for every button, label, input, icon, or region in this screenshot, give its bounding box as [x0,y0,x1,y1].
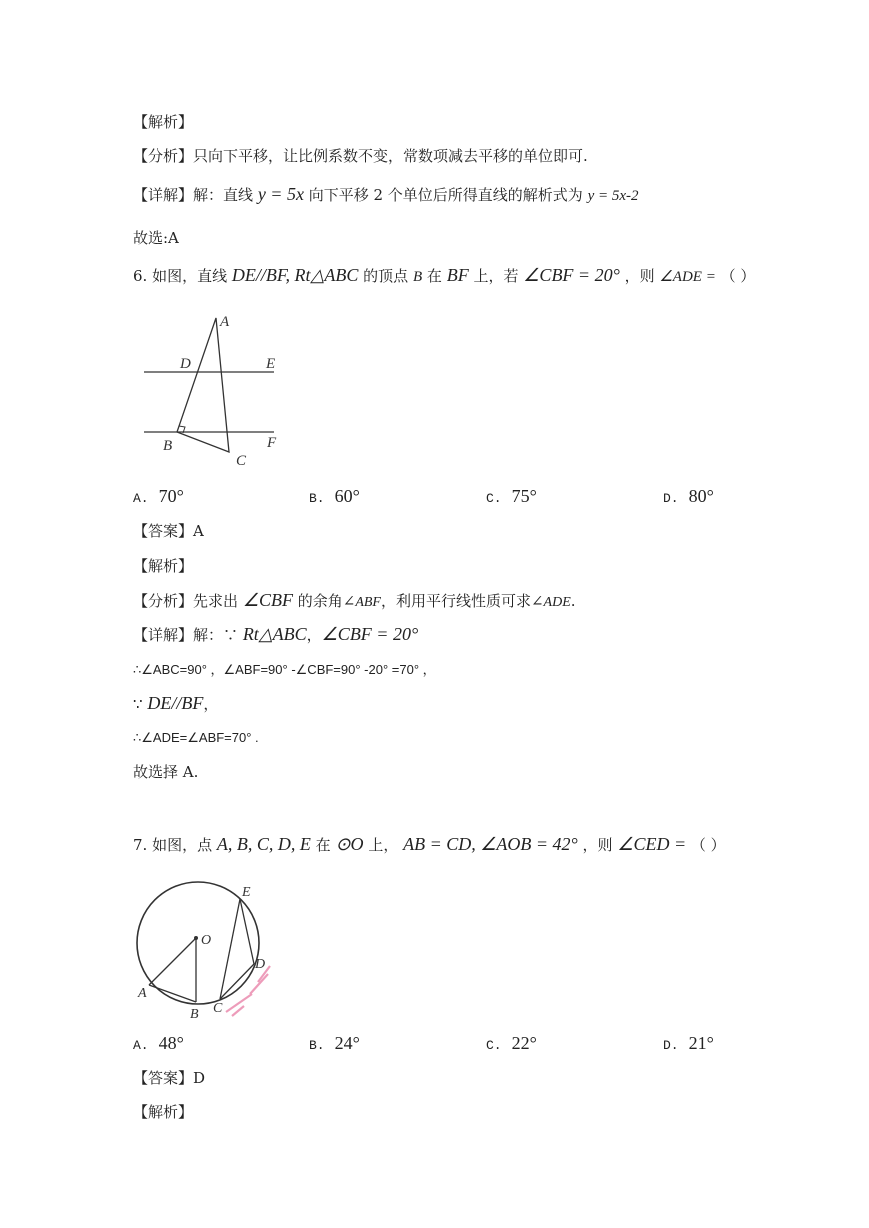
q7-jiexi-heading: 【解析】 [133,1103,194,1121]
q7-stem-paren: （ ） [690,836,726,854]
q6-stem [133,265,755,287]
q6-fenxi-label: 【分析】 [133,592,194,610]
q7-stem-math3: AB = CD, ∠AOB = 42° [403,834,578,854]
q6-xiangjie-label: 【详解】 [133,626,194,644]
q7-segment-cd [220,964,254,999]
q6-fenxi-pre: 先求出 [193,592,239,610]
q6-step4: ∴∠ADE=∠ABF=70° . [133,730,259,745]
q6-step3-end: ， [203,695,219,713]
q7-figure [132,878,282,1028]
q6-answer: 【答案】A [133,522,204,540]
q6-stem-mid3: 上，若 [473,267,519,285]
q5-equation-original: y = 5x [257,184,304,204]
q7-segment-ed [240,899,254,964]
q6-fenxi-mid2: ，利用平行线性质可求∠ [380,592,544,610]
q6-stem-mid2: 在 [426,267,442,285]
q6-guxuan: 故选择 A. [133,763,199,781]
q7-stem-mid2: 上， [368,836,399,854]
q7-option-a-value: 48° [158,1033,184,1053]
q5-fenxi-label: 【分析】 [133,147,194,165]
q6-stem-mid4: ，则 [624,267,655,285]
q6-step3 [133,693,218,714]
q7-label-c: C [213,1001,223,1016]
q6-xiangjie-pre: 解：∵ [193,626,239,644]
q6-label-a: A [220,314,230,330]
q7-stem-mid1: 在 [315,836,331,854]
q6-fenxi-math1: ∠CBF [242,590,293,610]
q7-option-b[interactable] [309,1032,360,1057]
q6-label-e: E [266,356,276,372]
q7-segment-oa [149,938,196,985]
q7-segment-ec [220,899,240,999]
q6-option-b-value: 60° [334,486,360,506]
q6-stem-pre: 6. 如图，直线 [133,267,228,285]
q6-step2: ∴∠ABC=90° ，∠ABF=90° -∠CBF=90° -20° =70° ， [133,662,436,677]
q6-option-b-label: B. [309,491,325,506]
q6-xiangjie-math2: ∠CBF = 20° [321,624,419,644]
q6-jiexi-heading: 【解析】 [133,557,194,575]
q7-segment-ab [149,985,196,1002]
q7-option-c-value: 22° [511,1033,537,1053]
q7-label-b: B [190,1007,199,1022]
q6-option-c-value: 75° [511,486,537,506]
q6-stem-math2: B [412,269,423,285]
q5-fenxi-text: 只向下平移，让比例系数不变，常数项减去平移的单位即可. [193,147,588,165]
q5-xiangjie-pre: 解：直线 [193,186,254,204]
q7-option-d-value: 21° [688,1033,714,1053]
q7-stem [133,834,726,855]
q7-stem-pre: 7. 如图，点 [133,836,213,854]
q7-option-b-value: 24° [334,1033,360,1053]
q7-stem-math4: ∠CED = [617,834,687,854]
q7-option-d[interactable] [663,1032,714,1057]
q5-fenxi [133,146,588,166]
q6-fenxi-math2: ABF [355,595,381,610]
q5-xiangjie-label: 【详解】 [133,186,194,204]
q5-equation-result: y = 5x-2 [587,188,639,204]
q6-fenxi-math3: ADE [543,595,571,610]
q7-option-d-label: D. [663,1038,679,1053]
q6-label-b: B [163,438,173,454]
q6-label-f: F [267,435,277,451]
q5-guxuan: 故选:A [133,229,179,247]
q5-jiexi-heading: 【解析】 [133,113,194,131]
q6-option-a-label: A. [133,491,149,506]
q6-option-c[interactable] [486,485,537,510]
q6-label-d: D [180,356,191,372]
q6-figure [140,310,290,470]
q7-stem-mid3: ，则 [582,836,613,854]
q6-option-a[interactable] [133,485,184,510]
q6-label-c: C [236,453,247,469]
q6-xiangjie-sep: ， [306,626,322,644]
q6-option-d-value: 80° [688,486,714,506]
q7-center-dot [194,936,198,940]
q6-fenxi [133,590,576,613]
q6-fenxi-end: . [570,592,576,610]
q7-option-b-label: B. [309,1038,325,1053]
q6-xiangjie-math1: Rt△ABC [242,624,307,644]
q6-stem-math5: ∠ADE = [659,269,716,285]
q6-option-b[interactable] [309,485,360,510]
q7-answer: 【答案】D [133,1069,206,1087]
q6-fenxi-mid: 的余角∠ [297,592,356,610]
q6-option-d[interactable] [663,485,714,510]
q7-label-d: D [255,957,266,972]
q6-stem-paren: （ ） [720,267,756,285]
q7-pink-stamp-marks [226,966,270,1016]
q6-option-d-label: D. [663,491,679,506]
q6-stem-math1: DE//BF, Rt△ABC [231,265,359,285]
q7-stem-math1: A, B, C, D, E [216,834,311,854]
q6-step3-math: DE//BF [147,693,204,713]
q7-option-a[interactable] [133,1032,184,1057]
q7-label-e: E [242,885,251,900]
q6-stem-mid1: 的顶点 [363,267,409,285]
q7-option-a-label: A. [133,1038,149,1053]
q7-option-c-label: C. [486,1038,502,1053]
q6-stem-math4: ∠CBF = 20° [523,265,620,285]
q6-option-a-value: 70° [158,486,184,506]
q7-option-c[interactable] [486,1032,537,1057]
q6-stem-math3: BF [446,265,469,285]
q7-label-a: A [138,986,147,1001]
q5-xiangjie-mid: 向下平移 2 个单位后所得直线的解析式为 [308,186,583,204]
q6-xiangjie [133,624,418,645]
q7-label-o: O [201,933,212,948]
q5-xiangjie [133,184,639,206]
q6-option-c-label: C. [486,491,502,506]
q6-step3-pre: ∵ [133,695,143,713]
q7-stem-math2: ⊙O [335,834,364,854]
